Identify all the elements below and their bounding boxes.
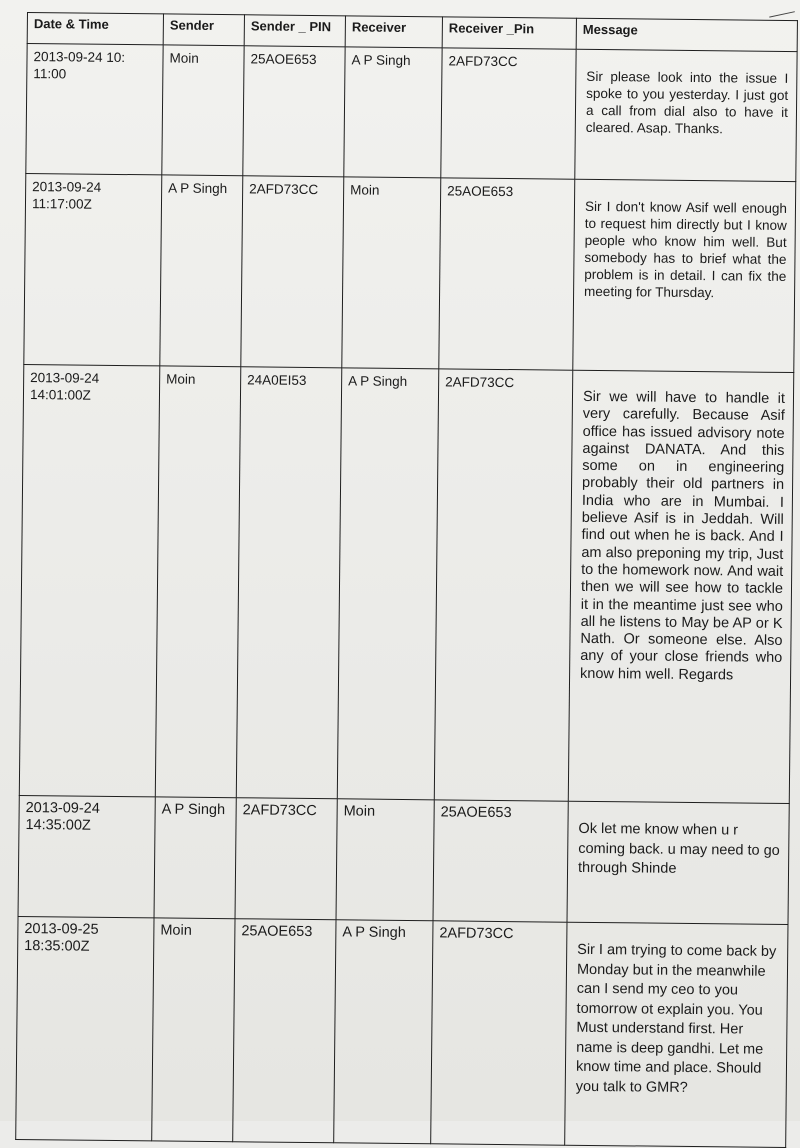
- cell-receiver: A P Singh: [334, 920, 433, 1144]
- table-row: [19, 364, 793, 803]
- cell-sender-pin: 25AOE653: [233, 919, 336, 1143]
- cell-date-time: 2013-09-24 14:35:00Z: [18, 795, 155, 917]
- cell-message: Sir I am trying to come back by Monday but in the meanwhile can I send my ceo to you tomorrow ot explain you. You Must understand first. Her name is deep gandhi. Let me know time and place. Should you talk to GMR?: [565, 922, 788, 1147]
- cell-message: Sir we will have to handle it very carefully. Because Asif office has issued advisory note against DANATA. And this some on in engineering probably their old partners in India who are in Mumbai. I believe Asif is in Jeddah. Will find out when he is back. And I am also preponing my trip, Just to the homework now. And wait then we will see how to tackle it in the meantime just see who all he listens to May be AP or K Nath. Or someone else. Also any of your close friends who know him well. Regards: [568, 370, 794, 803]
- cell-sender: A P Singh: [154, 797, 236, 919]
- header-message: Message: [576, 18, 797, 51]
- header-receiver-pin: Receiver _Pin: [442, 17, 576, 49]
- message-log-table: [15, 12, 798, 1148]
- cell-date-time: 2013-09-24 14:01:00Z: [19, 364, 160, 796]
- pen-mark: [767, 1, 795, 17]
- cell-sender-pin: 2AFD73CC: [235, 798, 337, 920]
- cell-sender: Moin: [155, 366, 241, 798]
- cell-receiver-pin: 2AFD73CC: [441, 48, 576, 179]
- header-date-time: Date & Time: [27, 13, 163, 45]
- cell-receiver-pin: 25AOE653: [433, 800, 568, 922]
- table-row: [16, 916, 788, 1147]
- cell-receiver: Moin: [336, 799, 434, 921]
- cell-receiver-pin: 2AFD73CC: [431, 921, 567, 1145]
- cell-receiver: Moin: [342, 177, 441, 369]
- cell-sender: Moin: [162, 45, 244, 176]
- table-row: [18, 795, 789, 924]
- cell-sender-pin: 24A0EI53: [236, 367, 342, 799]
- table-row: [26, 44, 797, 182]
- cell-receiver-pin: 25AOE653: [439, 178, 575, 370]
- header-sender: Sender: [163, 14, 244, 46]
- cell-date-time: 2013-09-25 18:35:00Z: [16, 916, 154, 1140]
- cell-date-time: 2013-09-24 10: 11:00: [26, 44, 163, 175]
- cell-sender: A P Singh: [160, 175, 243, 367]
- cell-sender-pin: 25AOE653: [243, 46, 345, 177]
- cell-receiver: A P Singh: [337, 368, 439, 800]
- cell-message: Sir please look into the issue I spoke to you yesterday. I just got a call from dial also to have it cleared. Asap. Thanks.: [575, 49, 797, 181]
- header-receiver: Receiver: [345, 16, 442, 48]
- cell-date-time: 2013-09-24 11:17:00Z: [24, 173, 162, 365]
- header-sender-pin: Sender _ PIN: [244, 15, 345, 47]
- cell-message: Ok let me know when u r coming back. u may need to go through Shinde: [567, 801, 789, 924]
- cell-message: Sir I don't know Asif well enough to request him directly but I know people who know him well. But somebody has to brief what the problem is in detail. I can fix the meeting for Thursday.: [573, 179, 796, 372]
- table-row: [24, 173, 796, 372]
- cell-sender-pin: 2AFD73CC: [241, 176, 344, 368]
- cell-receiver: A P Singh: [344, 47, 442, 178]
- cell-receiver-pin: 2AFD73CC: [434, 369, 573, 801]
- cell-sender: Moin: [152, 918, 235, 1142]
